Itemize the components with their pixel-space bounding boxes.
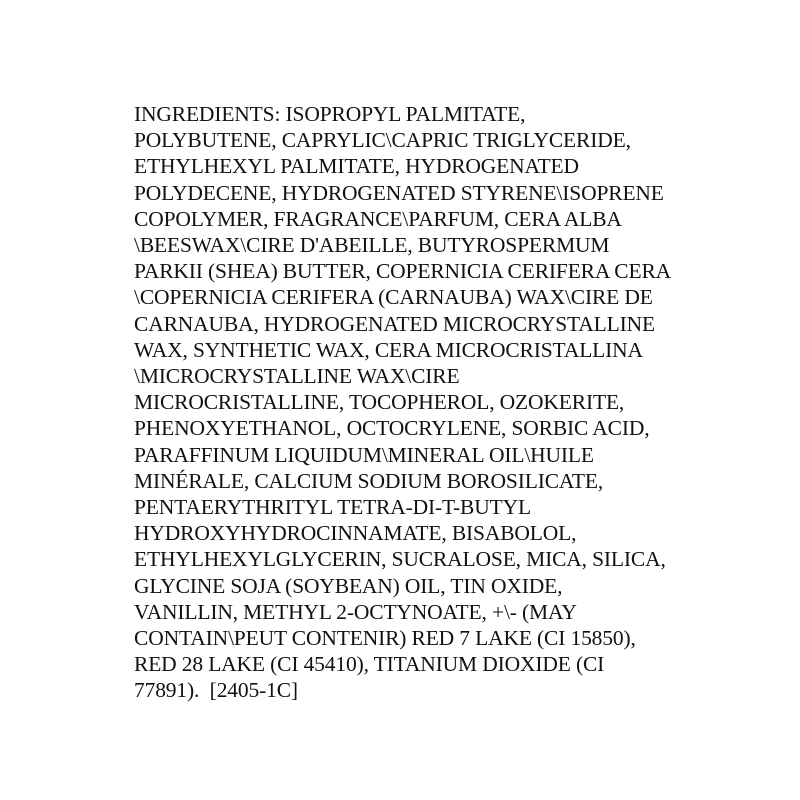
ingredients-line: \COPERNICIA CERIFERA (CARNAUBA) WAX\CIRE DE: [134, 285, 653, 310]
ingredients-line: POLYDECENE, HYDROGENATED STYRENE\ISOPRENE: [134, 180, 664, 205]
ingredients-line: WAX, SYNTHETIC WAX, CERA MICROCRISTALLINA: [134, 337, 643, 362]
ingredients-line: MICROCRISTALLINE, TOCOPHEROL, OZOKERITE,: [134, 390, 625, 415]
ingredients-line: RED 28 LAKE (CI 45410), TITANIUM DIOXIDE (CI: [134, 652, 605, 677]
ingredients-text-block: [134, 101, 694, 704]
ingredients-line: CONTAIN\PEUT CONTENIR) RED 7 LAKE (CI 15850),: [134, 626, 636, 651]
ingredients-line: POLYBUTENE, CAPRYLIC\CAPRIC TRIGLYCERIDE,: [134, 128, 631, 153]
ingredients-line: VANILLIN, METHYL 2-OCTYNOATE, +\- (MAY: [134, 599, 577, 624]
ingredients-line: \MICROCRYSTALLINE WAX\CIRE: [134, 364, 460, 389]
ingredients-line: INGREDIENTS: ISOPROPYL PALMITATE,: [134, 102, 526, 126]
ingredients-line: ETHYLHEXYL PALMITATE, HYDROGENATED: [134, 154, 579, 179]
ingredients-line: PARAFFINUM LIQUIDUM\MINERAL OIL\HUILE: [134, 442, 594, 467]
ingredients-line: PENTAERYTHRITYL TETRA-DI-T-BUTYL: [134, 495, 531, 520]
ingredients-line: MINÉRALE, CALCIUM SODIUM BOROSILICATE,: [134, 468, 604, 493]
ingredients-line: \BEESWAX\CIRE D'ABEILLE, BUTYROSPERMUM: [134, 233, 610, 258]
ingredients-line: HYDROXYHYDROCINNAMATE, BISABOLOL,: [134, 521, 577, 546]
ingredients-line: PARKII (SHEA) BUTTER, COPERNICIA CERIFERA CERA: [134, 259, 672, 284]
ingredients-line: PHENOXYETHANOL, OCTOCRYLENE, SORBIC ACID,: [134, 416, 650, 441]
ingredients-line: 77891). [2405-1C]: [134, 678, 298, 703]
ingredients-line: COPOLYMER, FRAGRANCE\PARFUM, CERA ALBA: [134, 206, 622, 231]
ingredients-line: ETHYLHEXYLGLYCERIN, SUCRALOSE, MICA, SILICA,: [134, 547, 666, 572]
ingredients-line: GLYCINE SOJA (SOYBEAN) OIL, TIN OXIDE,: [134, 573, 563, 598]
ingredients-line: CARNAUBA, HYDROGENATED MICROCRYSTALLINE: [134, 311, 655, 336]
